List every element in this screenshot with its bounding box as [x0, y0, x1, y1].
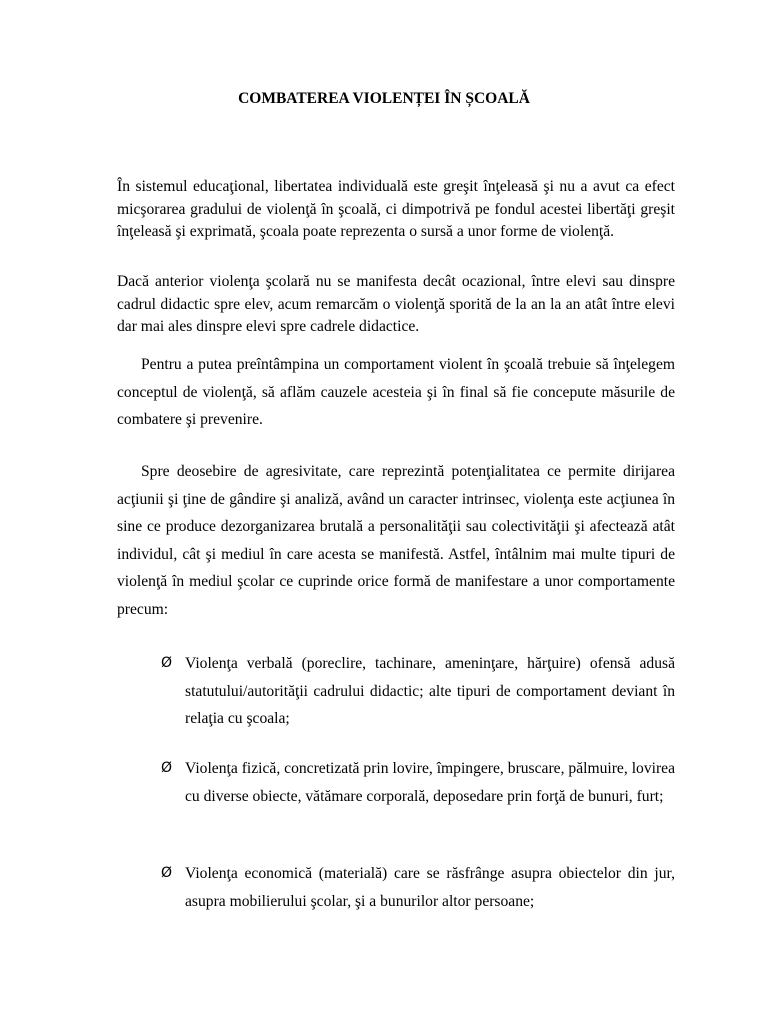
paragraph-3: Pentru a putea preîntâmpina un comportament violent în şcoală trebuie să înţelegem conceptul de violenţă, să aflăm cauzele acesteia şi în final să fie concepute măsurile de combatere şi prevenire. [117, 356, 675, 428]
bullet-marker-icon: Ø [161, 760, 173, 776]
list-item-economic-violence [161, 860, 675, 915]
list-item-text: Violenţa fizică, concretizată prin lovire, împingere, bruscare, pălmuire, lovirea cu diverse obiecte, vătămare corporală, deposedare prin forţă de bunuri, furt; [185, 760, 675, 805]
list-item-physical-violence [161, 755, 675, 810]
list-item-text: Violenţa verbală (poreclire, tachinare, ameninţare, hărţuire) ofensă adusă statutului/autorităţii cadrului didactic; alte tipuri de comportament deviant în relaţia cu şcoala; [185, 655, 675, 727]
list-item-verbal-violence [161, 650, 675, 733]
document-title: COMBATEREA VIOLENȚEI ÎN ȘCOALĂ [238, 90, 530, 107]
bullet-marker-icon: Ø [161, 655, 173, 671]
list-item-text: Violenţa economică (materială) care se răsfrânge asupra obiectelor din jur, asupra mobilierului şcolar, şi a bunurilor altor persoane; [185, 865, 675, 910]
paragraph-1: În sistemul educaţional, libertatea individuală este greşit înţeleasă şi nu a avut ca efect micşorarea gradului de violenţă în şcoală, ci dimpotrivă pe fondul acestei libertăţi greşit înţeleasă şi exprimată, şcoala poate reprezenta o sursă a unor forme de violenţă. [117, 178, 675, 241]
bullet-marker-icon: Ø [161, 865, 173, 881]
paragraph-4: Spre deosebire de agresivitate, care reprezintă potenţialitatea ce permite dirijarea acţiunii şi ţine de gândire şi analiză, având un caracter intrinsec, violenţa este acţiunea în sine ce produce dezorganizarea brutală a personalităţii sau colectivităţii şi afectează atât individul, cât şi mediul în care acesta se manifestă. Astfel, întâlnim mai multe tipuri de violenţă în mediul şcolar ce cuprinde orice formă de manifestare a unor comportamente precum: [117, 463, 675, 618]
paragraph-2: Dacă anterior violenţa şcolară nu se manifesta decât ocazional, între elevi sau dinspre cadrul didactic spre elev, acum remarcăm o violenţă sporită de la an la an atât între elevi dar mai ales dinspre elevi spre cadrele didactice. [117, 273, 675, 336]
